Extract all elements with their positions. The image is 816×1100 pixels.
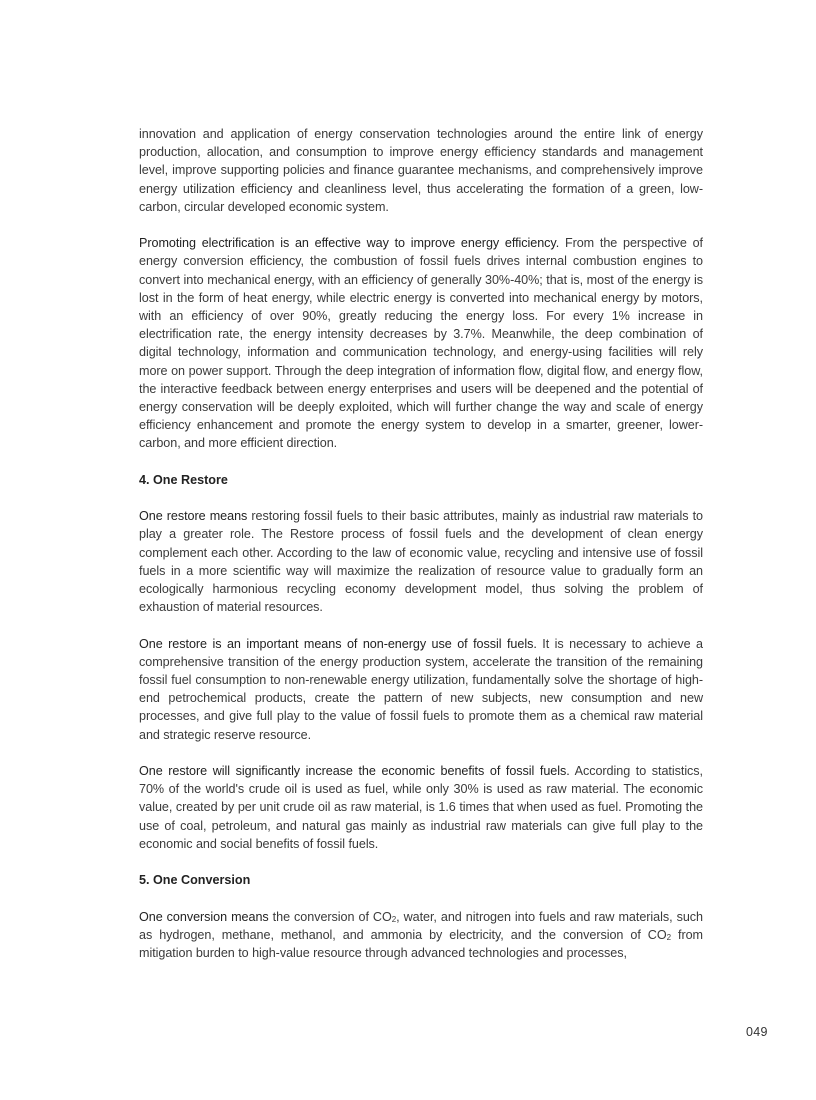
paragraph-text: restoring fossil fuels to their basic attributes, mainly as industrial raw materials to play a greater role. The Restore process of fossil fuels and the development of clean energy complement each other. According to the law of economic value, recycling and intensive use of fossil fuels in a more scientific way will maximize the realization of resource value to gradually form an ecologically harmonious recycling economy development model, thus solving the problem of exhaustion of material resources. [139,509,703,615]
subscript: 2 [666,932,671,942]
paragraph-text: According to statistics, 70% of the world's crude oil is used as fuel, while only 30% is used as raw material. The economic value, created by per unit crude oil as raw material, is 1.6 times that when used as fuel. Promoting the use of coal, petroleum, and natural gas mainly as industrial raw materials can give full play to the economic and social benefits of fossil fuels. [139,764,704,851]
paragraph-lead: One restore will significantly increase the economic benefits of fossil fuels. [139,764,570,779]
page-number: 049 [746,1025,768,1039]
paragraph-text: innovation and application of energy conservation technologies around the entire link of energy production, allocation, and consumption to improve energy efficiency standards and management level, improve supporting policies and finance guarantee mechanisms, and comprehensively improve energy utilization efficiency and cleanliness level, thus accelerating the formation of a green, low-carbon, circular developed economic system. [139,127,703,214]
paragraph-lead: One conversion means [139,909,269,924]
paragraph-text: the conversion of CO [268,909,392,924]
paragraph-restore-non-energy-use [139,635,703,744]
paragraph-restore-means [139,507,703,616]
paragraph-conversion-means [139,908,703,963]
paragraph-electrification [139,234,703,452]
paragraph-text: , water, and nitrogen into fuels and raw materials, such as hydrogen, methane, methanol, and ammonia by electricity, and the conversion of CO [139,909,703,942]
section-heading-one-restore: 4. One Restore [139,472,228,487]
paragraph-lead: One restore is an important means of non-energy use of fossil fuels. [139,636,537,651]
paragraph-text: It is necessary to achieve a comprehensive transition of the energy production system, accelerate the transition of the remaining fossil fuel consumption to non-renewable energy utilization, fundamentally solve the shortage of high-end petrochemical products, create the pattern of new subjects, new consumption and new processes, and give full play to the value of fossil fuels to promote them as a chemical raw material and strategic reserve resource. [139,636,703,742]
paragraph-text: from mitigation burden to high-value resource through advanced technologies and processes, [139,927,703,961]
paragraph-energy-conservation [139,125,703,216]
paragraph-restore-economic-benefits [139,762,703,853]
document-page [139,125,703,980]
paragraph-lead: Promoting electrification is an effective way to improve energy efficiency. [139,236,560,251]
paragraph-text: From the perspective of energy conversion efficiency, the combustion of fossil fuels drives internal combustion engines to convert into mechanical energy, with an efficiency of generally 30%-40%; that is, most of the energy is lost in the form of heat energy, while electric energy is converted into mechanical energy by motors, with an efficiency of over 90%, greatly reducing the energy loss. For every 1% increase in electrification rate, the energy intensity decreases by 3.7%. Meanwhile, the deep combination of digital technology, information and communication technology, and energy-using facilities will rely more on power support. Through the deep integration of information flow, digital flow, and energy flow, the interactive feedback between energy enterprises and users will be deepened and the potential of energy conservation will be deeply exploited, which will further change the way and scale of energy efficiency enhancement and promote the energy system to develop in a smarter, greener, lower-carbon, and more efficient direction. [139,236,703,451]
paragraph-lead: One restore means [139,509,248,524]
subscript: 2 [391,914,397,924]
section-heading-one-conversion: 5. One Conversion [139,873,251,888]
